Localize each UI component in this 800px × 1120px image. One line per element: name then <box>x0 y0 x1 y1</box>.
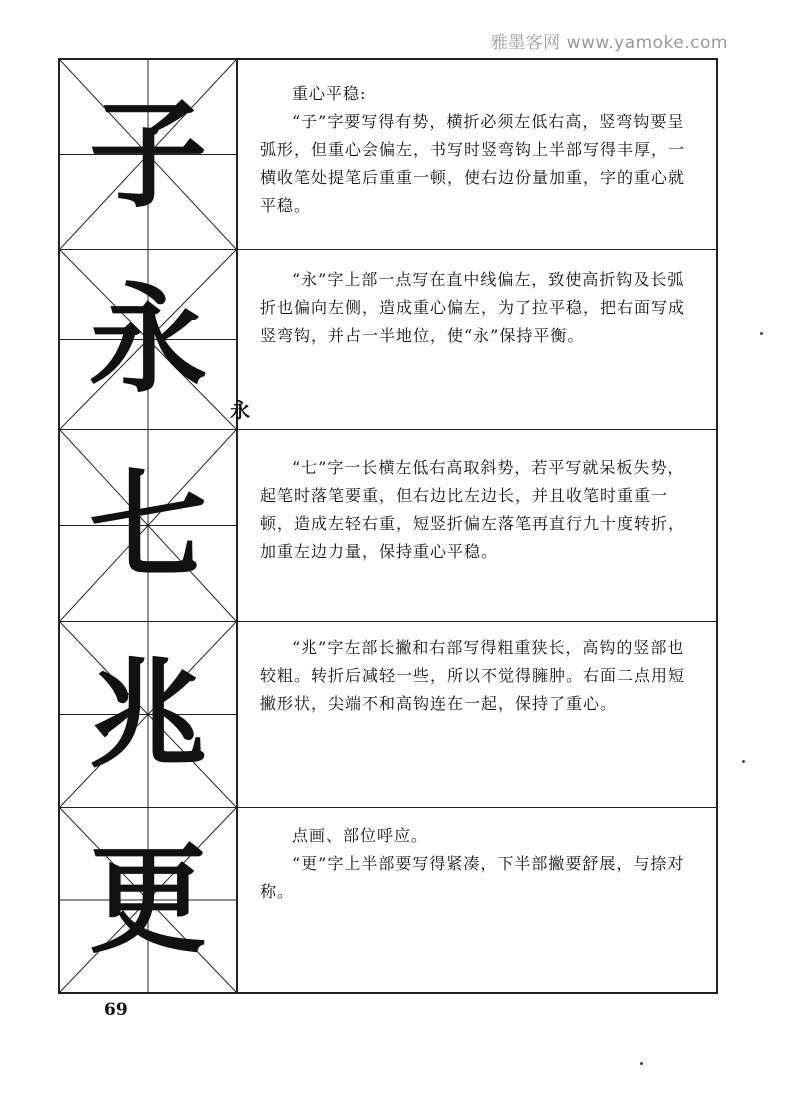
explanation-text <box>260 80 690 220</box>
calligraphy-glyph: 子 <box>88 84 207 224</box>
character-cell <box>60 60 238 249</box>
table-row <box>60 250 716 430</box>
calligraphy-glyph: 永 <box>88 269 207 409</box>
explanation-body: “永”字上部一点写在直中线偏左，致使高折钩及长弧折也偏向左侧，造成重心偏左，为了拉平稳，把右面写成竖弯钩，并占一半地位，使“永”保持平衡。 <box>260 270 686 345</box>
calligraphy-glyph: 更 <box>88 830 207 969</box>
scan-speck <box>742 760 745 763</box>
calligraphy-glyph: 兆 <box>88 644 207 784</box>
page-number: 69 <box>104 1000 128 1020</box>
table-row <box>60 808 716 992</box>
character-cell <box>60 622 238 807</box>
section-heading: 重心平稳: <box>292 84 367 103</box>
character-cell <box>60 250 250 429</box>
small-reference-glyph: 永 <box>230 398 250 422</box>
explanation-text <box>260 266 690 350</box>
scan-speck <box>760 332 763 335</box>
explanation-text <box>260 454 690 566</box>
explanation-body: “更”字上半部要写得紧凑，下半部撇要舒展，与捺对称。 <box>260 854 685 901</box>
practice-table <box>58 58 718 994</box>
explanation-body: “兆”字左部长撇和右部写得粗重狭长，高钩的竖部也较粗。转折后减轻一些，所以不觉得臃肿。右面二点用短撇形状，尖端不和高钩连在一起，保持了重心。 <box>260 638 686 713</box>
explanation-body: “七”字一长横左低右高取斜势，若平写就呆板失势，起笔时落笔要重，但右边比左边长，并且收笔时重重一顿，造成左轻右重，短竖折偏左落笔再直行九十度转折，加重左边力量，保持重心平稳。 <box>260 458 686 561</box>
explanation-body: “子”字要写得有势，横折必须左低右高，竖弯钩要呈弧形，但重心会偏左，书写时竖弯钩上半部写得丰厚，一横收笔处提笔后重重一顿，使右边份量加重，字的重心就平稳。 <box>260 112 686 215</box>
table-row <box>60 430 716 622</box>
explanation-text <box>260 822 690 906</box>
table-row <box>60 622 716 808</box>
table-row <box>60 60 716 250</box>
calligraphy-glyph: 七 <box>88 455 207 595</box>
watermark: 雅墨客网 www.yamoke.com <box>490 33 728 53</box>
scan-speck <box>640 1062 643 1065</box>
character-cell <box>60 808 238 992</box>
character-cell <box>60 430 238 621</box>
section-heading: 点画、部位呼应。 <box>292 826 429 845</box>
explanation-text <box>260 634 690 718</box>
